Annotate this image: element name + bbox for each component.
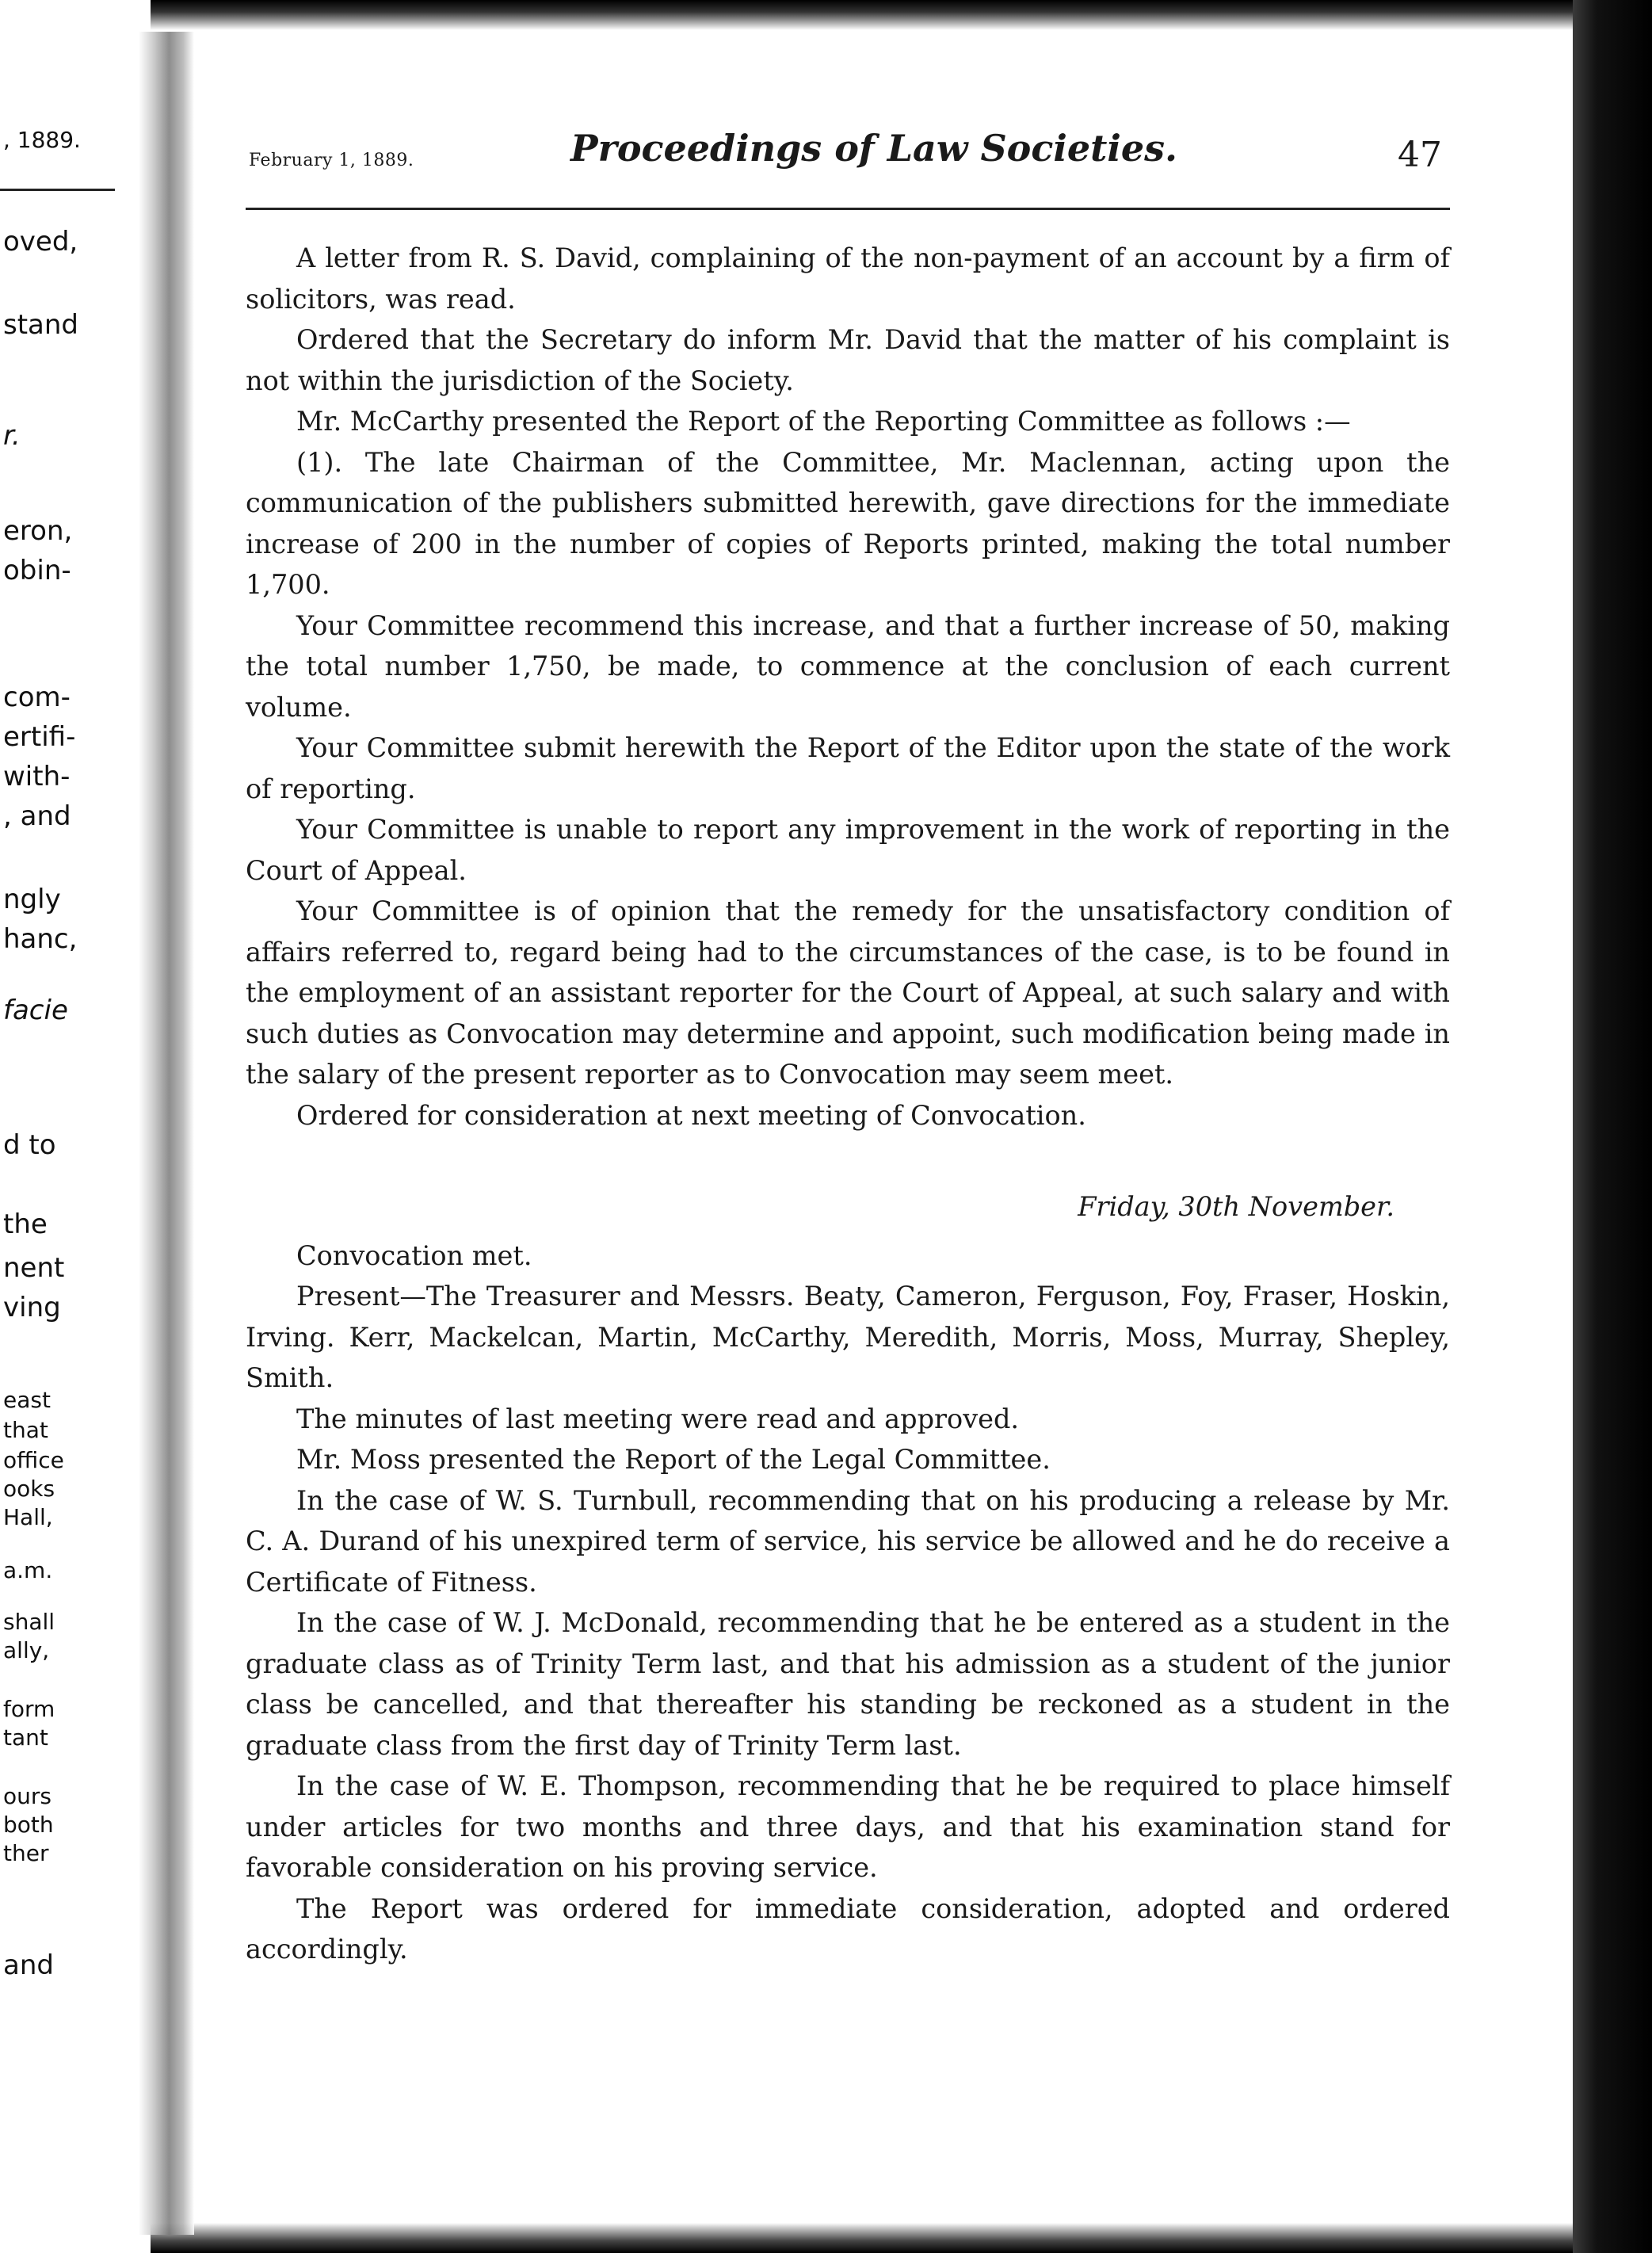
prev-fragment: r.	[3, 420, 21, 452]
paragraph: In the case of W. S. Turnbull, recommending that on his producing a release by Mr. C. A. Durand of his unexpired term of service, his service be allowed and he do receive a Certificate of Fitness.	[246, 1484, 1450, 1598]
prev-fragment: nent	[3, 1252, 65, 1284]
prev-fragment: Hall,	[3, 1504, 53, 1530]
prev-fragment: , and	[3, 800, 71, 832]
prev-fragment: hanc,	[3, 923, 78, 955]
prev-fragment: ngly	[3, 884, 61, 915]
paragraph: Your Committee is of opinion that the remedy for the unsatisfactory condition of affairs referred to, regard being had to the circumstances of the case, is to be found in the employment of an assistant reporter for the Court of Appeal, at such salary and with such duties as Convocation may determine and appoint, such modification being made in the salary of the present reporter as to Convocation may seem meet.	[246, 895, 1450, 1090]
prev-fragment: that	[3, 1417, 48, 1443]
paragraph: In the case of W. J. McDonald, recommending that he be entered as a student in the graduate class as of Trinity Term last, and that his admission as a student of the junior class be cancelled, and that thereafter his standing be reckoned as a student in the graduate class from the first day of Trinity Term last.	[246, 1607, 1450, 1761]
page-47	[246, 119, 1450, 1965]
paragraph: Ordered for consideration at next meeting of Convocation.	[296, 1099, 1086, 1131]
prev-fragment: com-	[3, 682, 71, 713]
bottom-scan-edge	[151, 2223, 1577, 2253]
paragraph: The minutes of last meeting were read and approved.	[296, 1403, 1020, 1434]
top-scan-edge	[151, 0, 1577, 30]
prev-page-rule	[0, 189, 115, 191]
prev-fragment: facie	[3, 995, 68, 1026]
prev-fragment: and	[3, 1949, 54, 1981]
paragraph: Your Committee is unable to report any improvement in the work of reporting in the Court of Appeal.	[246, 814, 1450, 886]
prev-fragment: a.m.	[3, 1557, 53, 1583]
right-scan-edge	[1573, 0, 1652, 2253]
prev-fragment: ther	[3, 1840, 49, 1866]
prev-fragment: ooks	[3, 1476, 55, 1502]
prev-fragment: east	[3, 1387, 51, 1413]
paragraph: Ordered that the Secretary do inform Mr. David that the matter of his complaint is not within the jurisdiction of the Society.	[246, 324, 1450, 396]
paragraph: Your Committee submit herewith the Report of the Editor upon the state of the work of reporting.	[246, 732, 1450, 804]
paragraph: Mr. McCarthy presented the Report of the Reporting Committee as follows :—	[296, 406, 1351, 437]
prev-fragment: ving	[3, 1292, 61, 1323]
paragraph: The Report was ordered for immediate consideration, adopted and ordered accordingly.	[246, 1892, 1450, 1965]
header-title: Proceedings of Law Societies.	[570, 127, 1178, 170]
paragraph: (1). The late Chairman of the Committee, Mr. Maclennan, acting upon the communication of the publishers submitted herewith, gave directions for the immediate increase of 200 in the number of copies of Reports printed, making the total number 1,700.	[246, 446, 1450, 600]
page-number: 47	[1398, 135, 1442, 175]
paragraph: Present—The Treasurer and Messrs. Beaty, Cameron, Ferguson, Foy, Fraser, Hoskin, Irving. Kerr, Mackelcan, Martin, McCarthy, Meredith, Morris, Moss, Murray, Shepley, Smith.	[246, 1281, 1450, 1393]
paragraph: A letter from R. S. David, complaining of the non-payment of an account by a firm of solicitors, was read.	[246, 242, 1450, 315]
prev-fragment: shall	[3, 1609, 55, 1635]
prev-fragment: ours	[3, 1783, 52, 1809]
prev-fragment: the	[3, 1209, 48, 1240]
paragraph: In the case of W. E. Thompson, recommending that he be required to place himself under articles for two months and three days, and that his examination stand for favorable consideration on his proving service.	[246, 1770, 1450, 1883]
prev-fragment: oved,	[3, 226, 78, 258]
running-head	[246, 119, 1450, 182]
prev-fragment: with-	[3, 761, 71, 792]
prev-fragment: stand	[3, 309, 79, 341]
prev-fragment: ally,	[3, 1637, 50, 1663]
prev-fragment: office	[3, 1447, 64, 1473]
prev-fragment: ertifi-	[3, 721, 76, 753]
prev-fragment: obin-	[3, 555, 71, 586]
body-text	[246, 238, 1450, 1970]
header-rule	[246, 208, 1450, 210]
prev-fragment: , 1889.	[3, 127, 81, 153]
prev-fragment: both	[3, 1812, 54, 1838]
paragraph: Convocation met.	[296, 1239, 532, 1271]
prev-fragment: d to	[3, 1129, 56, 1161]
prev-fragment: tant	[3, 1724, 48, 1751]
binding-gutter	[139, 32, 194, 2235]
paragraph: Your Committee recommend this increase, and that a further increase of 50, making the total number 1,750, be made, to commence at the conclusion of each current volume.	[246, 609, 1450, 723]
prev-fragment: form	[3, 1696, 55, 1722]
header-date: February 1, 1889.	[249, 151, 414, 170]
previous-page-margin	[0, 0, 139, 2253]
prev-fragment: eron,	[3, 515, 73, 547]
meeting-dateline: Friday, 30th November.	[1078, 1191, 1394, 1222]
paragraph: Mr. Moss presented the Report of the Legal Committee.	[296, 1444, 1051, 1475]
